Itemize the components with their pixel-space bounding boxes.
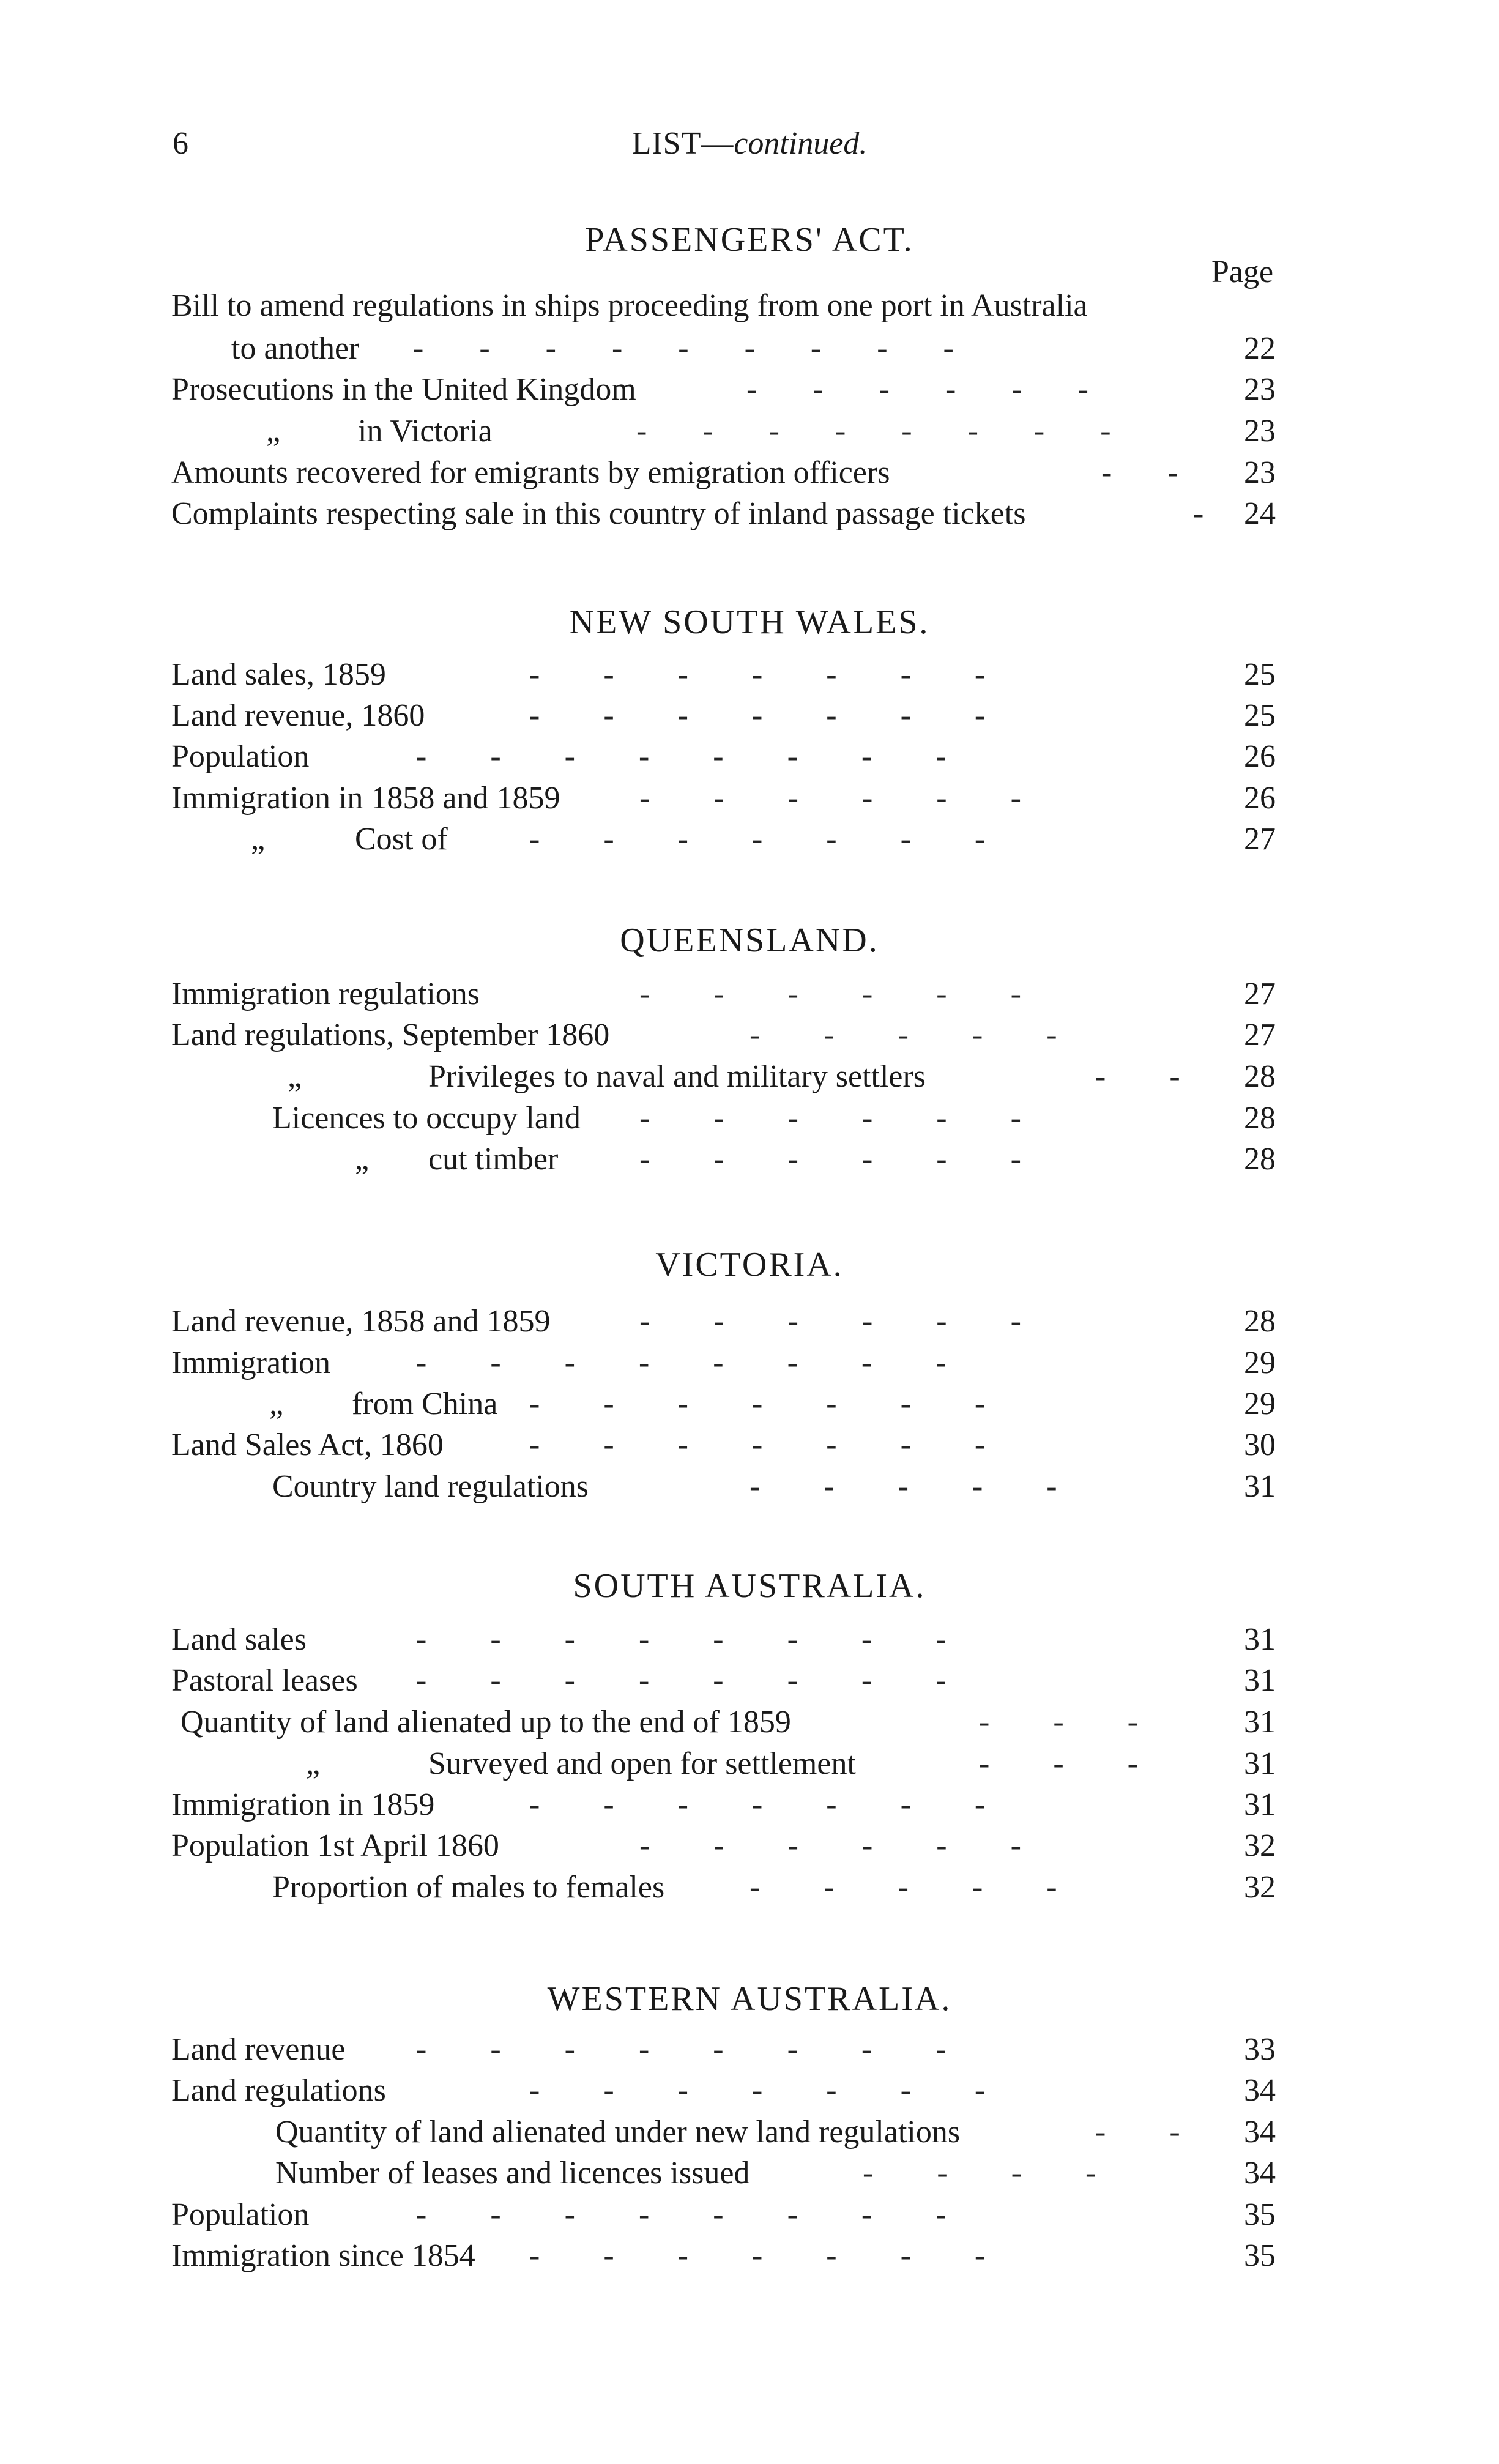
leader-dots: - - - - - - [639, 1142, 1021, 1177]
toc-entry [0, 1059, 1499, 1100]
leader-dots: - - - - - - - - - [413, 331, 954, 366]
toc-entry [0, 2072, 1499, 2114]
toc-entry [0, 739, 1499, 780]
entry-page: 29 [1244, 1346, 1276, 1380]
entry-text: Country land regulations [272, 1469, 589, 1504]
toc-entry [0, 1141, 1499, 1183]
leader-dots: - - - - - - [639, 781, 1021, 816]
leader-dots: - - - - - - - - [416, 1622, 947, 1657]
leader-dots: - - - - - - [639, 1304, 1021, 1339]
toc-entry [0, 2114, 1499, 2156]
entry-text: Licences to occupy land [272, 1101, 581, 1136]
entry-page: 30 [1244, 1427, 1276, 1462]
toc-entry [0, 496, 1499, 537]
toc-entry [0, 1345, 1499, 1386]
toc-entry [0, 455, 1499, 496]
entry-text: Prosecutions in the United Kingdom [171, 372, 636, 407]
toc-entry [0, 1828, 1499, 1869]
entry-text: Land Sales Act, 1860 [171, 1427, 444, 1462]
entry-text: Pastoral leases [171, 1663, 358, 1698]
leader-dots: - - - [979, 1705, 1138, 1740]
toc-entry [0, 1386, 1499, 1427]
entry-page: 26 [1244, 781, 1276, 816]
toc-entry [0, 1621, 1499, 1663]
entry-page: 35 [1244, 2197, 1276, 2232]
leader-dots: - - - [979, 1746, 1138, 1781]
section-title: VICTORIA. [655, 1246, 844, 1284]
entry-page: 27 [1244, 977, 1276, 1011]
toc-entry [0, 371, 1499, 413]
entry-text: Land regulations [171, 2073, 386, 2108]
entry-page: 22 [1244, 331, 1276, 366]
page-number: 6 [173, 126, 188, 161]
section-title: SOUTH AUSTRALIA. [573, 1567, 926, 1605]
entry-page: 34 [1244, 2073, 1276, 2108]
entry-page: 23 [1244, 372, 1276, 407]
leader-dots: - - [1101, 455, 1178, 490]
entry-text: Number of leases and licences issued [275, 2156, 750, 2190]
entry-page: 31 [1244, 1746, 1276, 1781]
entry-page: 31 [1244, 1469, 1276, 1504]
entry-text: Immigration in 1858 and 1859 [171, 781, 560, 816]
entry-page: 31 [1244, 1622, 1276, 1657]
leader-dots: - - - - - - [639, 1101, 1021, 1136]
entry-page: 33 [1244, 2032, 1276, 2067]
entry-text: Surveyed and open for settlement [428, 1746, 856, 1781]
ditto-mark: „ [251, 822, 266, 857]
leader-dots: - - - - - - - [529, 1386, 986, 1421]
section-title: WESTERN AUSTRALIA. [547, 1980, 952, 2018]
toc-entry [0, 2155, 1499, 2197]
entry-page: 27 [1244, 822, 1276, 857]
entry-page: 25 [1244, 698, 1276, 733]
leader-dots: - - - - - - - - [416, 2197, 947, 2232]
entry-text: from China [352, 1386, 498, 1421]
entry-page: 23 [1244, 414, 1276, 449]
entry-text: in Victoria [358, 414, 493, 449]
leader-dots: - - - - - - - - [416, 1663, 947, 1698]
entry-text: to another [231, 331, 360, 366]
toc-entry [0, 330, 1499, 372]
entry-text: Amounts recovered for emigrants by emigration officers [171, 455, 890, 490]
page-column-label: Page [1211, 255, 1274, 289]
toc-entry [0, 2197, 1499, 2238]
leader-dots: - - - - - - - [529, 1427, 986, 1462]
running-head [0, 125, 1499, 162]
ditto-mark: „ [288, 1059, 302, 1094]
entry-page: 28 [1244, 1059, 1276, 1094]
toc-entry [0, 821, 1499, 863]
leader-dots: - - - - - - [746, 372, 1088, 407]
toc-entry [0, 288, 1499, 329]
toc-entry [0, 976, 1499, 1018]
entry-text: Land revenue, 1860 [171, 698, 425, 733]
toc-entry [0, 2031, 1499, 2073]
entry-page: 32 [1244, 1828, 1276, 1863]
ditto-mark: „ [306, 1746, 321, 1781]
entry-text: Land revenue, 1858 and 1859 [171, 1304, 551, 1339]
entry-page: 25 [1244, 657, 1276, 692]
entry-text: Immigration since 1854 [171, 2238, 475, 2273]
toc-entry [0, 1869, 1499, 1911]
leader-dots: - - - - - - - [529, 2238, 986, 2273]
leader-dots: - - - - - - - - [416, 1346, 947, 1380]
leader-dots: - - - - - - - [529, 1787, 986, 1822]
section-title: PASSENGERS' ACT. [585, 221, 914, 259]
leader-dots: - - [1095, 2115, 1180, 2149]
toc-entry [0, 413, 1499, 455]
entry-text: cut timber [428, 1142, 559, 1177]
leader-dots: - - [1095, 1059, 1180, 1094]
entry-text: Quantity of land alienated up to the end of 1859 [180, 1705, 791, 1740]
entry-text: Land sales [171, 1622, 307, 1657]
leader-dots: - - - - - [750, 1870, 1057, 1905]
toc-entry [0, 698, 1499, 739]
toc-entry [0, 1427, 1499, 1468]
leader-dots: - - - - - [750, 1018, 1057, 1052]
entry-text: Privileges to naval and military settlers [428, 1059, 926, 1094]
entry-page: 29 [1244, 1386, 1276, 1421]
entry-page: 27 [1244, 1018, 1276, 1052]
entry-page: 34 [1244, 2156, 1276, 2190]
toc-entry [0, 1303, 1499, 1345]
section-title: NEW SOUTH WALES. [569, 603, 930, 641]
leader-dots: - - - - - - - [529, 698, 986, 733]
toc-entry [0, 2238, 1499, 2279]
ditto-mark: „ [355, 1142, 370, 1177]
entry-text: Bill to amend regulations in ships proceeding from one port in Australia [171, 288, 1088, 323]
entry-page: 32 [1244, 1870, 1276, 1905]
entry-page: 23 [1244, 455, 1276, 490]
entry-text: Land sales, 1859 [171, 657, 386, 692]
leader-dots: - - - - - - - - [416, 739, 947, 774]
leader-dots: - - - - - - - [529, 822, 986, 857]
toc-entry [0, 1787, 1499, 1828]
entry-text: Immigration [171, 1346, 330, 1380]
entry-text: Population 1st April 1860 [171, 1828, 499, 1863]
leader-dots: - - - - - - - [529, 657, 986, 692]
entry-text: Proportion of males to females [272, 1870, 665, 1905]
entry-page: 31 [1244, 1787, 1276, 1822]
ditto-mark: „ [269, 1386, 284, 1421]
toc-entry [0, 1468, 1499, 1510]
entry-page: 34 [1244, 2115, 1276, 2149]
toc-entry [0, 780, 1499, 822]
running-head-title: LIST— [631, 126, 734, 161]
leader-dots: - - - - [863, 2156, 1096, 2190]
toc-entry [0, 1662, 1499, 1704]
toc-entry [0, 1100, 1499, 1142]
entry-page: 24 [1244, 496, 1276, 531]
entry-page: 35 [1244, 2238, 1276, 2273]
ditto-mark: „ [266, 414, 281, 449]
toc-entry [0, 1017, 1499, 1059]
leader-dots: - - - - - - - [529, 2073, 986, 2108]
toc-entry [0, 1746, 1499, 1787]
entry-page: 26 [1244, 739, 1276, 774]
entry-page: 28 [1244, 1142, 1276, 1177]
entry-page: 28 [1244, 1304, 1276, 1339]
entry-page: 28 [1244, 1101, 1276, 1136]
toc-entry [0, 657, 1499, 698]
leader-dots: - - - - - - [639, 1828, 1021, 1863]
running-head-continued: continued. [734, 126, 868, 161]
entry-text: Complaints respecting sale in this country of inland passage tickets [171, 496, 1026, 531]
leader-dots: - - - - - - - - [636, 414, 1111, 449]
leader-dots: - - - - - - [639, 977, 1021, 1011]
entry-text: Immigration in 1859 [171, 1787, 435, 1822]
entry-text: Cost of [355, 822, 448, 857]
leader-dots: - - - - - - - - [416, 2032, 947, 2067]
entry-text: Land revenue [171, 2032, 346, 2067]
entry-text: Population [171, 739, 310, 774]
toc-entry [0, 1704, 1499, 1746]
leader-dots: - - - - - [750, 1469, 1057, 1504]
entry-text: Land regulations, September 1860 [171, 1018, 610, 1052]
entry-text: Population [171, 2197, 310, 2232]
section-title: QUEENSLAND. [620, 921, 879, 959]
entry-page: 31 [1244, 1663, 1276, 1698]
entry-page: 31 [1244, 1705, 1276, 1740]
entry-text: Quantity of land alienated under new land regulations [275, 2115, 961, 2149]
entry-text: Immigration regulations [171, 977, 480, 1011]
leader-dots: - [1193, 496, 1204, 531]
